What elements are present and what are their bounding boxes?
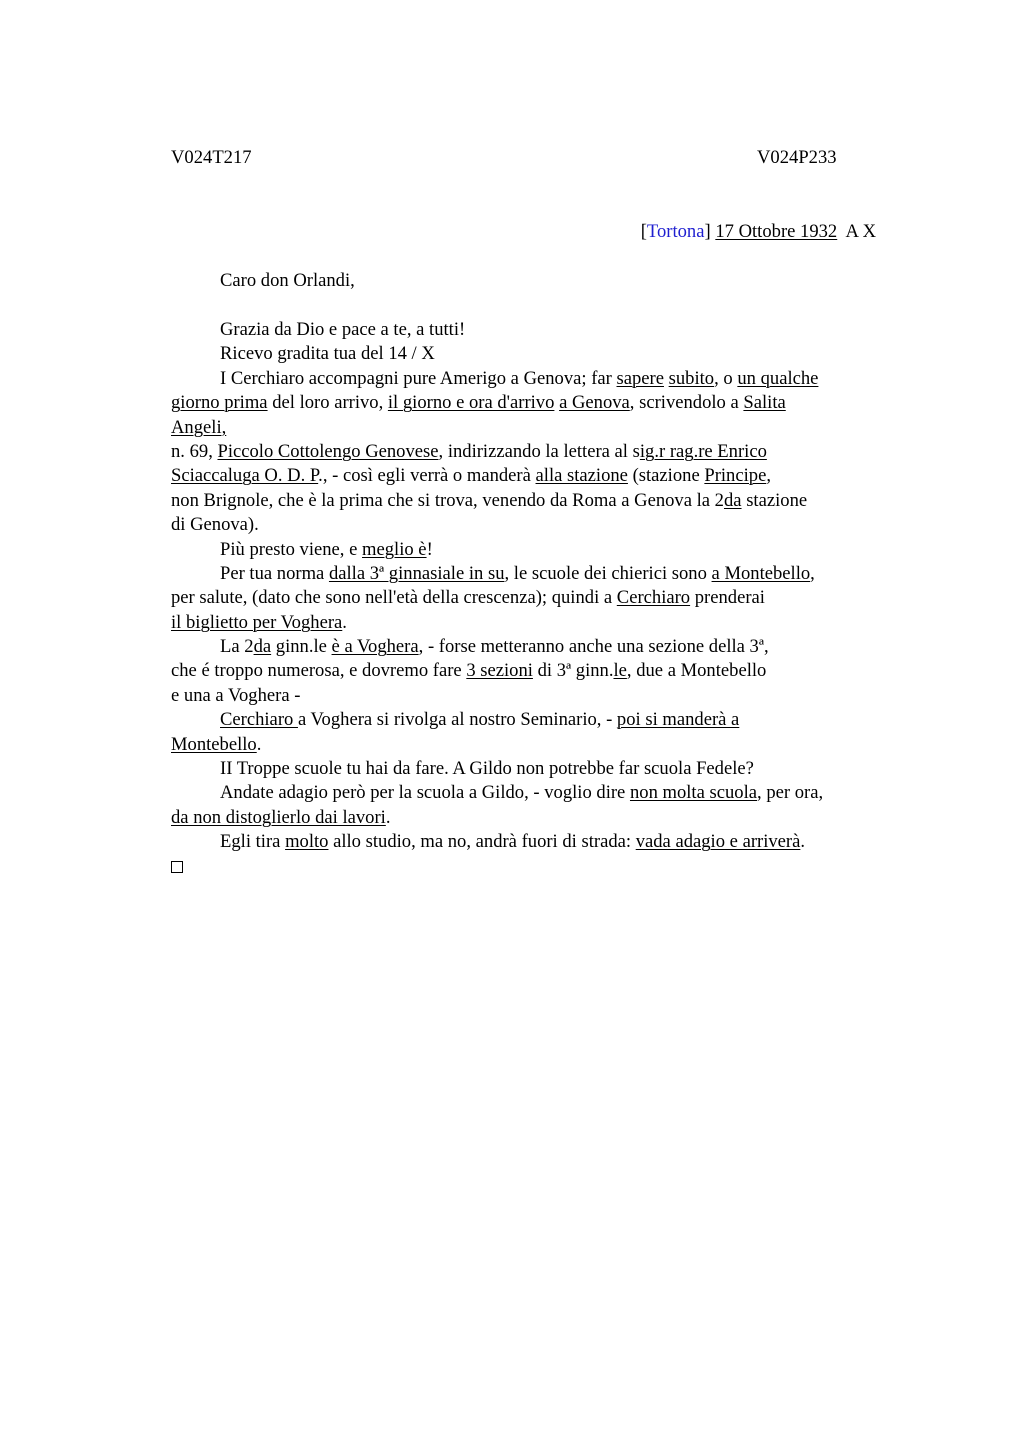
text-segment: . — [385, 806, 391, 828]
text-segment: del loro arrivo, — [267, 392, 388, 414]
text-segment: allo studio, ma no, andrà fuori di strada: — [328, 831, 636, 853]
text-segment: , per ora, — [757, 782, 824, 804]
underlined-text: a Montebello — [711, 562, 811, 584]
underlined-text: Salita — [743, 392, 786, 414]
underlined-text: Angeli, — [171, 416, 227, 438]
end-mark — [171, 855, 893, 879]
body-line — [171, 440, 893, 464]
text-segment: , — [810, 562, 815, 584]
body-line — [171, 416, 893, 440]
underlined-text: meglio è — [362, 538, 427, 560]
text-segment: di 3ª ginn. — [532, 660, 614, 682]
salutation: Caro don Orlandi, — [220, 270, 355, 291]
text-segment: Più presto viene, e — [220, 538, 363, 560]
body-line — [171, 830, 893, 854]
text-segment: . — [342, 611, 347, 633]
body-line — [171, 342, 893, 366]
text-segment: , - forse metteranno anche una sezione della 3ª, — [418, 636, 769, 658]
body-line — [171, 562, 893, 586]
text-segment: II Troppe scuole tu hai da fare. A Gildo non potrebbe far scuola Fedele? — [220, 758, 754, 780]
text-segment: , scrivendolo a — [629, 392, 744, 414]
body-line — [171, 684, 893, 708]
text-segment: e una a Voghera - — [171, 684, 301, 706]
dateline-date: 17 Ottobre 1932 — [715, 221, 838, 242]
text-segment: che é troppo numerosa, e dovremo fare — [171, 660, 467, 682]
underlined-text: ig.r rag.re Enrico — [639, 440, 767, 462]
underlined-text: da — [253, 636, 272, 658]
text-segment: , — [766, 465, 771, 487]
document-code-right: V024P233 — [757, 147, 837, 168]
letter-body — [171, 318, 893, 879]
text-segment: La 2 — [220, 636, 254, 658]
underlined-text: Cerchiaro — [220, 709, 298, 731]
underlined-text: 3 sezioni — [466, 660, 533, 682]
text-segment: ! — [426, 538, 433, 560]
underlined-text: un qualche — [737, 367, 819, 389]
underlined-text: dalla 3ª ginnasiale in su — [328, 562, 505, 584]
text-segment: Egli tira — [220, 831, 286, 853]
dateline-close-bracket: ] — [704, 221, 711, 242]
dateline-open-bracket: [ — [640, 221, 647, 242]
body-line — [171, 733, 893, 757]
underlined-text: da — [723, 489, 742, 511]
text-segment: a Voghera si rivolga al nostro Seminario, - — [297, 709, 617, 731]
body-line — [171, 538, 893, 562]
underlined-text: giorno prima — [171, 392, 268, 414]
dateline — [641, 221, 876, 243]
underlined-text: poi si manderà a — [616, 709, 740, 731]
text-segment: Ricevo gradita tua del 14 / X — [220, 343, 435, 365]
text-segment: (stazione — [627, 465, 705, 487]
body-line — [171, 659, 893, 683]
underlined-text: sapere — [616, 367, 664, 389]
text-segment: , o — [714, 367, 738, 389]
underlined-text: alla stazione — [535, 465, 628, 487]
body-line — [171, 489, 893, 513]
underlined-text: Cerchiaro — [616, 587, 691, 609]
text-segment: , le scuole dei chierici sono — [504, 562, 712, 584]
dateline-era: A X — [845, 221, 876, 242]
text-segment: stazione — [741, 489, 808, 511]
text-segment: ., - così egli verrà o manderà — [318, 465, 536, 487]
underlined-text: il giorno e ora d'arrivo — [387, 392, 555, 414]
body-line — [171, 611, 893, 635]
body-line — [171, 708, 893, 732]
text-segment: prenderai — [690, 587, 765, 609]
text-segment: Andate adagio però per la scuola a Gildo, - voglio dire — [220, 782, 630, 804]
body-line — [171, 367, 893, 391]
text-segment: . — [256, 733, 262, 755]
underlined-text: non molta scuola — [629, 782, 758, 804]
body-line — [171, 464, 893, 488]
text-segment: non Brignole, che è la prima che si trova, venendo da Roma a Genova la 2 — [171, 489, 724, 511]
text-segment: , due a Montebello — [626, 660, 767, 682]
underlined-text: a Genova — [559, 392, 630, 414]
body-line — [171, 757, 893, 781]
underlined-text: le — [613, 660, 627, 682]
underlined-text: da non distoglierlo dai lavori — [171, 806, 386, 828]
text-segment: n. 69, — [171, 440, 218, 462]
text-segment: di Genova). — [171, 514, 259, 536]
body-line — [171, 806, 893, 830]
body-line — [171, 513, 893, 537]
underlined-text: Montebello — [171, 733, 257, 755]
text-segment: Grazia da Dio e pace a te, a tutti! — [220, 319, 466, 340]
body-line — [171, 318, 893, 342]
text-segment: per salute, (dato che sono nell'età della crescenza); quindi a — [171, 587, 617, 609]
body-line — [171, 586, 893, 610]
text-segment: , indirizzando la lettera al s — [438, 440, 640, 462]
body-line — [171, 391, 893, 415]
text-segment: I Cerchiaro accompagni pure Amerigo a Genova; far — [220, 367, 617, 389]
underlined-text: Principe — [704, 465, 767, 487]
text-segment: ginn.le — [271, 636, 332, 658]
underlined-text: è a Voghera — [331, 636, 419, 658]
underlined-text: il biglietto per Voghera — [171, 611, 343, 633]
underlined-text: molto — [285, 831, 329, 853]
dateline-place: Tortona — [646, 221, 705, 242]
body-line — [171, 635, 893, 659]
underlined-text: subito — [668, 367, 715, 389]
text-segment: . — [800, 831, 806, 853]
underlined-text: Sciaccaluga O. D. P — [171, 465, 319, 487]
text-segment: Per tua norma — [220, 562, 329, 584]
body-line — [171, 781, 893, 805]
document-code-left: V024T217 — [171, 147, 252, 168]
end-box-icon — [171, 861, 183, 873]
underlined-text: vada adagio e arriverà — [635, 831, 801, 853]
underlined-text: Piccolo Cottolengo Genovese — [217, 440, 439, 462]
